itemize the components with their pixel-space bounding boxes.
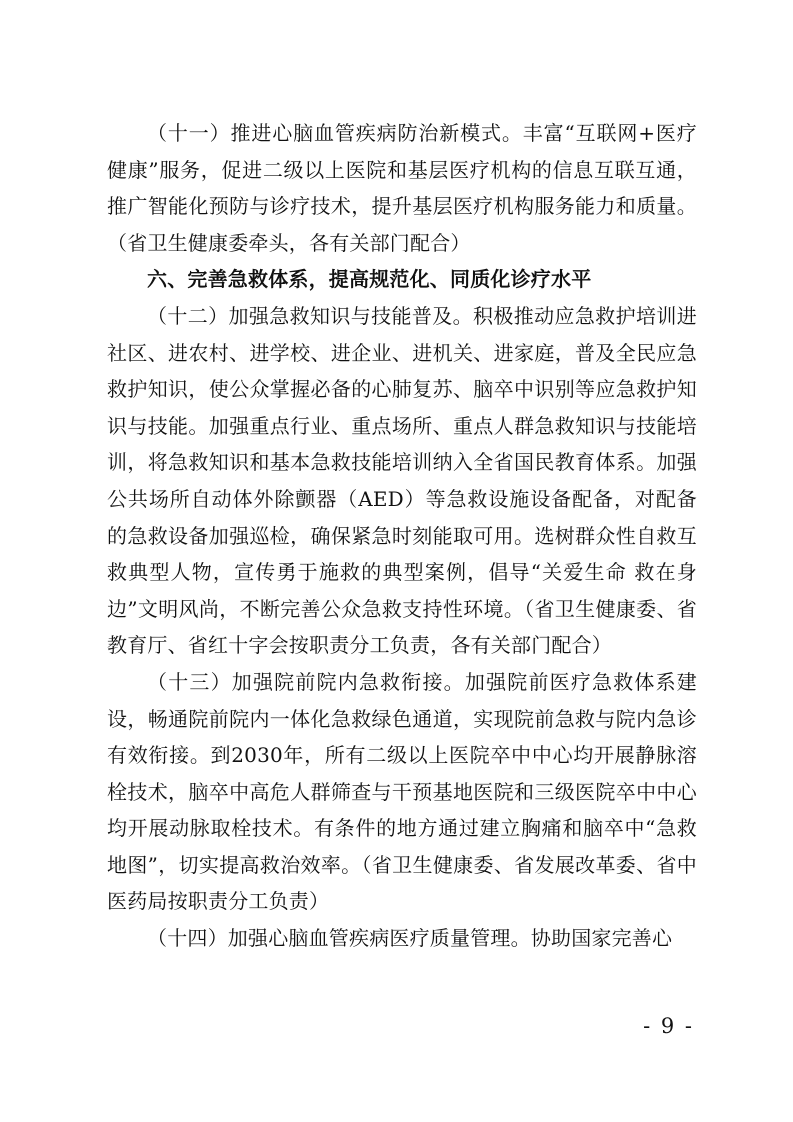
- paragraph-11-text: 丰富“互联网+医疗健康”服务，促进二级以上医院和基层医疗机构的信息互联互通，推广智能化预防与诊疗技术，提升基层医疗机构服务能力和质量。（省卫生健康委牵头，各有关部门配合）: [107, 121, 697, 255]
- paragraph-13-text: 加强院前医疗急救体系建设，畅通院前院内一体化急救绿色通道，实现院前急救与院内急诊有效衔接。到2030年，所有二级以上医院卒中中心均开展静脉溶栓技术，脑卒中高危人群筛查与干预基地医院和三级医院卒中中心均开展动脉取栓技术。有条件的地方通过建立胸痛和脑卒中“急救地图”，切实提高救治效率。（省卫生健康委、省发展改革委、省中医药局按职责分工负责）: [107, 669, 698, 914]
- paragraph-11-lead: （十一）推进心脑血管疾病防治新模式。: [147, 121, 523, 145]
- paragraph-12-text: 积极推动应急救护培训进社区、进农村、进学校、进企业、进机关、进家庭，普及全民应急救护知识，使公众掌握必备的心肺复苏、脑卒中识别等应急救护知识与技能。加强重点行业、重点场所、重点人群急救知识与技能培训，将急救知识和基本急救技能培训纳入全省国民教育体系。加强公共场所自动体外除颤器（AED）等急救设施设备配备，对配备的急救设备加强巡检，确保紧急时刻能取可用。选树群众性自救互救典型人物，宣传勇于施救的典型案例，倡导“关爱生命 救在身边”文明风尚，不断完善公众急救支持性环境。（省卫生健康委、省教育厅、省红十字会按职责分工负责，各有关部门配合）: [107, 303, 697, 658]
- document-body: [107, 115, 697, 957]
- paragraph-14-text: 协助国家完善心: [530, 926, 673, 951]
- paragraph-12-lead: （十二）加强急救知识与技能普及。: [147, 303, 474, 328]
- page-number: - 9 -: [643, 1014, 694, 1038]
- section-heading-6: 六、完善急救体系，提高规范化、同质化诊疗水平: [147, 267, 592, 292]
- paragraph-13-lead: （十三）加强院前院内急救衔接。: [147, 669, 465, 694]
- paragraph-14-lead: （十四）加强心脑血管疾病医疗质量管理。: [147, 926, 531, 951]
- paragraph-13: [107, 664, 697, 920]
- paragraph-14: [107, 920, 697, 957]
- paragraph-12: [107, 298, 697, 664]
- paragraph-11: [107, 115, 697, 261]
